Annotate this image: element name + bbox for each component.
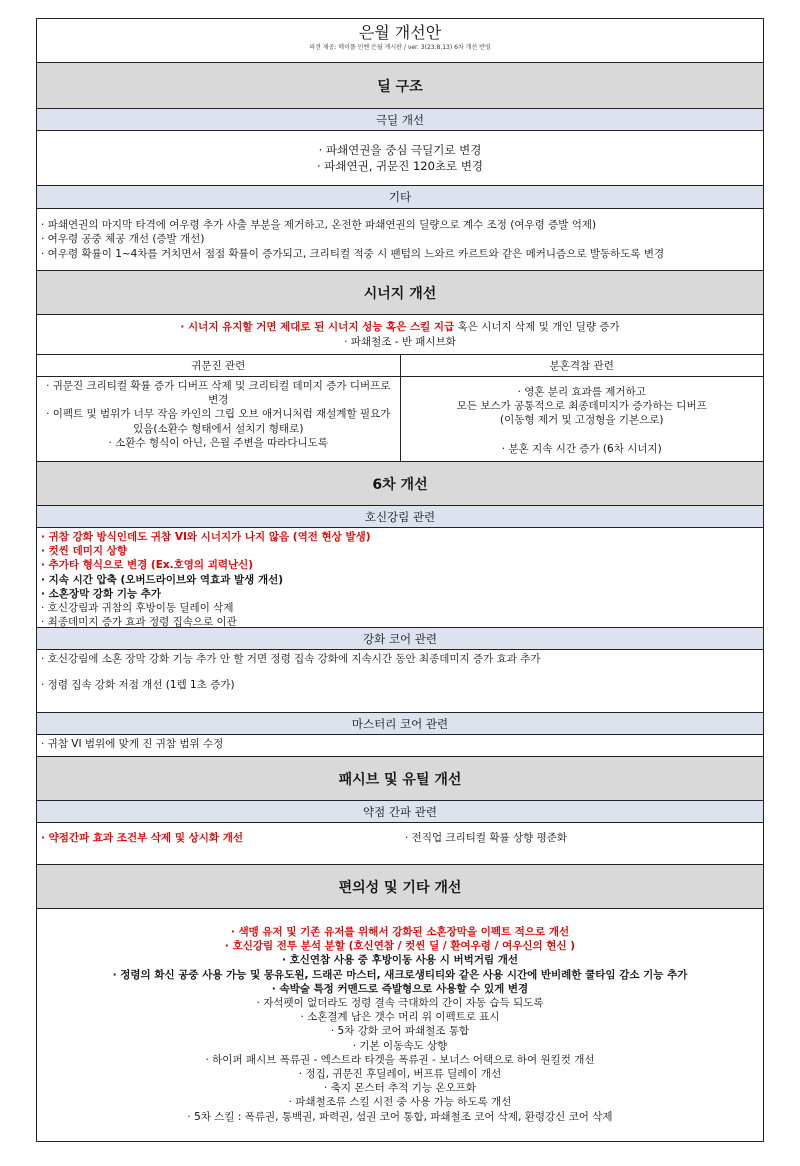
etc-item: · 여우령 공중 체공 개선 (증발 개선): [41, 233, 205, 246]
section-deal: 딜 구조: [37, 63, 763, 109]
bunhon-item: 모든 보스가 공통적으로 최종데미지가 증가하는 디버프: [456, 400, 707, 413]
convenience-item: · 정집, 귀문진 후딜레이, 버프류 딜레이 개선: [298, 1068, 502, 1081]
core-content: [37, 650, 763, 713]
page-subtitle: 의견 제공: 메이플 인벤 은월 게시판 / ver. 3(23.8.13) 6차 개선 반영: [309, 44, 491, 51]
convenience-item: · 정령의 화신 공중 사용 가능 및 몽유도원, 드래곤 마스터, 새크로생티티와 같은 사용 시간에 반비례한 쿨타임 감소 기능 추가: [112, 968, 688, 981]
synergy-columns: [37, 355, 763, 462]
synergy-line: · 시너지 유지할 거면 제대로 된 시너지 성능 혹은 스킬 지급 혹은 시너지 삭제 및 개인 딜량 증가: [180, 321, 620, 334]
convenience-content: [37, 909, 763, 1141]
bunhon-item: (이동형 제거 및 고정형을 기본으로): [499, 414, 664, 427]
etc-item: · 여우령 확률이 1~4차를 거치면서 점점 확률이 증가되고, 크리티컬 적중 시 팬텀의 느와르 카르트와 같은 메커니즘으로 발동하도록 변경: [41, 247, 665, 260]
convenience-item: · 속박술 특정 커맨드로 즉발형으로 사용할 수 있게 변경: [271, 982, 529, 995]
convenience-item: · 호신강림 전투 분석 분할 (호신연참 / 컷씬 딜 / 환여우령 / 여우신의 현신 ): [224, 940, 576, 953]
bunhon-item: · 영혼 분리 효과를 제거하고: [517, 386, 646, 398]
section-sixth: 6차 개선: [37, 462, 763, 506]
convenience-item: · 파쇄철조류 스킬 시전 중 사용 가능 하도록 개선: [288, 1096, 512, 1109]
convenience-item: · 호신연참 사용 중 후방이동 사용 시 버벅거림 개선: [281, 954, 519, 967]
convenience-item: · 축지 몬스터 추적 기능 온오프화: [324, 1082, 476, 1095]
section-convenience: 편의성 및 기타 개선: [37, 865, 763, 909]
hosin-content: [37, 528, 763, 628]
gwimunjin-title: 귀문진 관련: [37, 355, 400, 377]
synergy-content: [37, 315, 763, 355]
core-item: · 호신강림에 소혼 장막 강화 기능 추가 안 할 거면 정령 집속 강화에 지속시간 동안 최종데미지 증가 효과 추가: [41, 653, 541, 665]
convenience-item: · 자석펫이 없더라도 정령 결속 극대화의 간이 자동 습득 되도록: [256, 997, 544, 1010]
weak-left-item: · 약점간파 효과 조건부 삭제 및 상시화 개선: [41, 832, 244, 844]
hosin-item: · 귀참 강화 방식인데도 귀참 VI와 시너지가 나지 않음 (역전 현상 발생): [41, 531, 371, 543]
mastery-item: · 귀참 VI 범위에 맞게 진 귀참 범위 수정: [41, 738, 224, 750]
gwimunjin-item: · 이펙트 및 범위가 너무 작음 카인의 그립 오브 애거니처럼 재설계할 필요가 있음(소환수 형태에서 설치기 형태로): [46, 408, 391, 435]
convenience-item: · 기본 이동속도 상향: [352, 1039, 448, 1052]
synergy-highlight: · 시너지 유지할 거면 제대로 된 시너지 성능 혹은 스킬 지급: [180, 321, 455, 334]
bunhon-item: · 분혼 지속 시간 증가 (6차 시너지): [501, 442, 662, 455]
critical-item: · 파쇄연권을 중심 극딜기로 변경: [318, 143, 482, 157]
subsection-hosin: 호신강림 관련: [37, 506, 763, 528]
etc-item: · 파쇄연권의 마지막 타격에 여우령 추가 사출 부분을 제거하고, 온전한 파쇄연권의 딜량으로 계수 조정 (여우령 증발 억제): [41, 219, 597, 232]
hosin-item: · 추가타 형식으로 변경 (Ex.호영의 괴력난신): [41, 559, 254, 572]
convenience-item: · 소혼결계 남은 갯수 머리 위 이펙트로 표시: [300, 1011, 500, 1024]
gwimunjin-column: [37, 355, 400, 461]
section-synergy: 시너지 개선: [37, 271, 763, 315]
synergy-line: · 파쇄철조 - 반 패시브화: [344, 335, 456, 348]
subsection-etc: 기타: [37, 186, 763, 209]
subsection-core: 강화 코어 관련: [37, 628, 763, 650]
core-item: · 정령 집속 강화 저점 개선 (1렙 1초 증가): [41, 679, 235, 692]
gwimunjin-item: · 소환수 형식이 아닌, 은월 주변을 따라다니도록: [108, 436, 328, 449]
section-passive: 패시브 및 유틸 개선: [37, 757, 763, 801]
document: [36, 18, 764, 1142]
subsection-mastery: 마스터리 코어 관련: [37, 713, 763, 735]
hosin-item: · 최종데미지 증가 효과 정령 집속으로 이관: [41, 616, 237, 629]
bunhon-title: 분혼격참 관련: [401, 355, 764, 377]
critical-item: · 파쇄연권, 귀문진 120초로 변경: [316, 159, 484, 173]
bunhon-column: [400, 355, 764, 461]
hosin-item: · 컷씬 데미지 상향: [41, 545, 127, 558]
convenience-item: · 색맹 유저 및 기존 유저를 위해서 강화된 소혼장막을 이펙트 적으로 개선: [230, 926, 570, 938]
gwimunjin-item: · 귀문진 크리티컬 확률 증가 디버프 삭제 및 크리티컬 데미지 증가 디버프로 변경: [46, 380, 391, 407]
hosin-item: · 지속 시간 압축 (오버드라이브와 역효과 발생 개선): [41, 573, 284, 586]
hosin-item: · 소혼장막 강화 기능 추가: [41, 587, 162, 600]
hosin-item: · 호신강림과 귀참의 후방이동 딜레이 삭제: [41, 602, 234, 615]
weak-content: [37, 823, 763, 865]
weak-right-item: · 전직업 크리티컬 확률 상향 평준화: [405, 832, 568, 844]
convenience-item: · 5차 강화 코어 파쇄철조 통합: [330, 1025, 470, 1038]
subsection-weak: 약점 간파 관련: [37, 801, 763, 823]
convenience-item: · 하이퍼 패시브 폭류권 - 엑스트라 타겟을 폭류권 - 보너스 어택으로 하여 원킬컷 개선: [205, 1053, 595, 1066]
subsection-critical: 극딜 개선: [37, 109, 763, 131]
title-block: [37, 19, 763, 63]
page-title: 은월 개선안: [358, 23, 442, 42]
convenience-item: · 5차 스킬 : 폭류권, 통백권, 파력권, 섬권 코어 통합, 파쇄철조 코어 삭제, 환령강신 코어 삭제: [187, 1110, 613, 1123]
critical-content: [37, 131, 763, 186]
mastery-content: [37, 735, 763, 757]
etc-content: [37, 209, 763, 271]
